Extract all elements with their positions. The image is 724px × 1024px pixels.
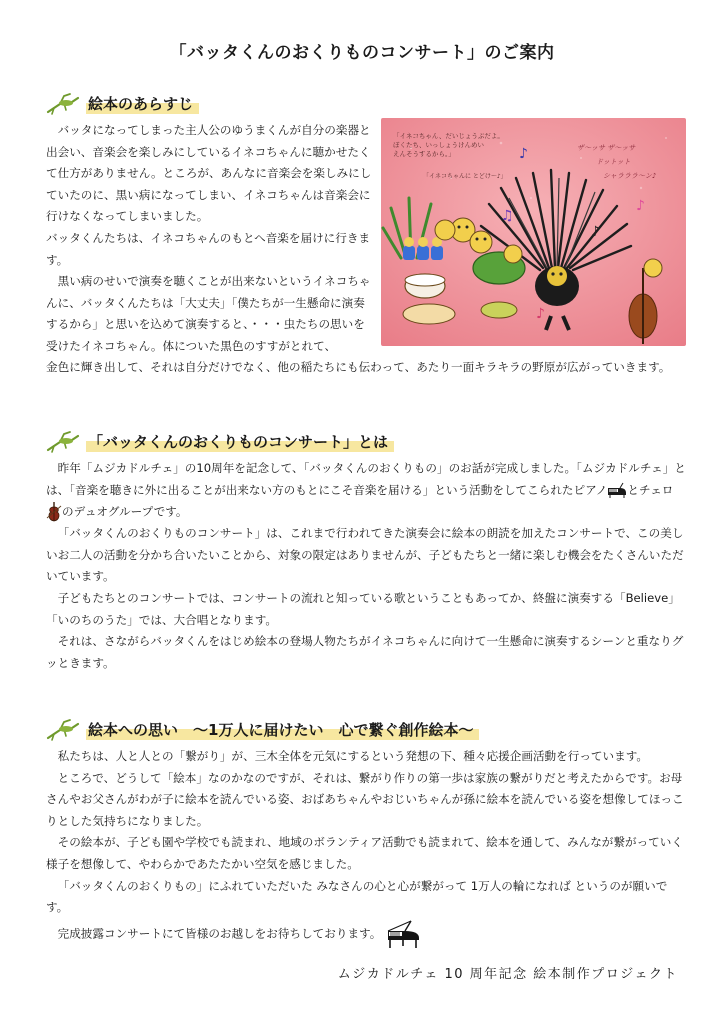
paragraph: その絵本が、子ども園や学校でも読まれ、地域のボランティア活動でも読まれて、絵本を通して、みんなが繋がっていく様子を想像して、やわらかであたたかい空気を感じました。 <box>46 835 683 871</box>
project-footer: ムジカドルチェ 10 周年記念 絵本制作プロジェクト <box>337 967 678 982</box>
paragraph: バッタくんたちは、イネコちゃんのもとへ音楽を届けに行きます。 <box>46 230 371 267</box>
grasshopper-icon <box>46 92 80 116</box>
sound-line: シャラララ～ン♪ <box>603 172 657 180</box>
grasshopper-icon <box>46 430 80 454</box>
paragraph: それは、さながらバッタくんをはじめ絵本の登場人物たちがイネコちゃんに向けて一生懸命に演奏するシーンと重なりグッときます。 <box>46 634 684 670</box>
paragraph: 金色に輝き出して、それは自分だけでなく、他の稲たちにも伝わって、あたり一面キラキラの野原が広がっていきます。 <box>46 360 671 374</box>
synopsis-text-continued <box>46 357 686 379</box>
paragraph <box>46 919 688 949</box>
paragraph-text: とチェロ <box>627 482 674 497</box>
section-heading-label: 「バッタくんのおくりものコンサート」とは <box>86 430 394 454</box>
sound-line: ドットット <box>596 158 631 166</box>
paragraph: 私たちは、人と人との「繋がり」が、三木全体を元気にするという発想の下、種々応援企画活動を行っています。 <box>57 749 648 763</box>
svg-text:♪: ♪ <box>536 306 545 322</box>
grasshopper-icon <box>46 718 80 742</box>
paragraph: ところで、どうして「絵本」なのかなのですが、それは、繋がり作りの第一歩は家族の繋がりだと考えたからです。お母さんやお父さんがわが子に絵本を読んでいる姿、おばあちゃんやおじいちゃんが孫に絵本を読んでいる姿を想像してほっこりとした気持ちになりました。 <box>46 770 684 828</box>
grand-piano-icon <box>385 919 421 949</box>
paragraph: 黒い病のせいで演奏を聴くことが出来ないというイネコちゃんに、バッタくんたちは「大丈夫」「僕たちが一生懸命に演奏するから」と思いを込めて演奏すると、・・・虫たちの思いを受けたイネコちゃん。体についた黒色のすすがとれて、 <box>46 274 371 353</box>
svg-text:♪: ♪ <box>519 146 528 162</box>
thoughts-text <box>46 746 688 949</box>
svg-text:♪: ♪ <box>591 224 600 240</box>
paragraph <box>46 458 688 523</box>
paragraph-text: 昨年「ムジカドルチェ」の10周年を記念して、「バッタくんのおくりもの」のお話が完成しました。「ムジカドルチェ」とは、「音楽を聴きに外に出ることが出来ない方のもとにこそ音楽を届ける」という活動をしてこられたピアノ <box>46 461 686 497</box>
section-heading-concert <box>46 430 394 454</box>
section-heading-synopsis <box>46 92 199 116</box>
paragraph-text: のデュオグループです。 <box>62 504 188 519</box>
sound-line: ザ～ッサ ザ～ッサ <box>577 144 636 152</box>
illustration-artwork <box>381 118 686 346</box>
piano-icon <box>607 482 627 498</box>
section-heading-label: 絵本への思い ～1万人に届けたい 心で繋ぐ創作絵本～ <box>86 718 479 742</box>
illustration-caption: 「イネコちゃんに とどけ～♪」 <box>423 173 507 180</box>
paragraph: 子どもたちとのコンサートでは、コンサートの流れと知っている歌ということもあってか、終盤に演奏する「Believe」「いのちのうた」では、大合唱となります。 <box>46 591 680 627</box>
page-title: 「バッタくんのおくりものコンサート」のご案内 <box>169 43 555 63</box>
section-heading-thoughts <box>46 718 479 742</box>
speech-line: ぼくたち、いっしょうけんめい <box>393 141 484 149</box>
speech-line: えんそうするから。」 <box>393 150 455 158</box>
synopsis-text <box>46 120 376 358</box>
section-heading-label: 絵本のあらすじ <box>86 92 199 116</box>
speech-line: 「イネコちゃん、だいじょうぶだよ。 <box>393 132 504 140</box>
picture-book-illustration <box>381 118 686 346</box>
svg-text:♪: ♪ <box>636 198 645 214</box>
paragraph-text: 完成披露コンサートにて皆様のお越しをお待ちしております。 <box>57 926 382 941</box>
concert-text <box>46 458 688 674</box>
paragraph: 「バッタくんのおくりもの」にふれていただいた みなさんの心と心が繋がって 1万人の輪になれば というのが願いです。 <box>46 878 668 915</box>
svg-text:♫: ♫ <box>501 208 514 224</box>
cello-icon <box>46 501 62 523</box>
paragraph: 「バッタくんのおくりものコンサート」は、これまで行われてきた演奏会に絵本の朗読を加えたコンサートで、この美しいお二人の活動を分かち合いたいことから、対象の限定はありませんが、子どもたちと一緒に楽しむ機会をたくさんいただいています。 <box>46 526 684 584</box>
paragraph: バッタになってしまった主人公のゆうまくんが自分の楽器と出会い、音楽会を楽しみにしているイネコちゃんに聴かせたくて仕方がありません。ところが、あんなに音楽会を楽しみにしていたのに、黒い病になってしまい、イネコちゃんは音楽会に行けなくなってしまいました。 <box>46 123 372 224</box>
